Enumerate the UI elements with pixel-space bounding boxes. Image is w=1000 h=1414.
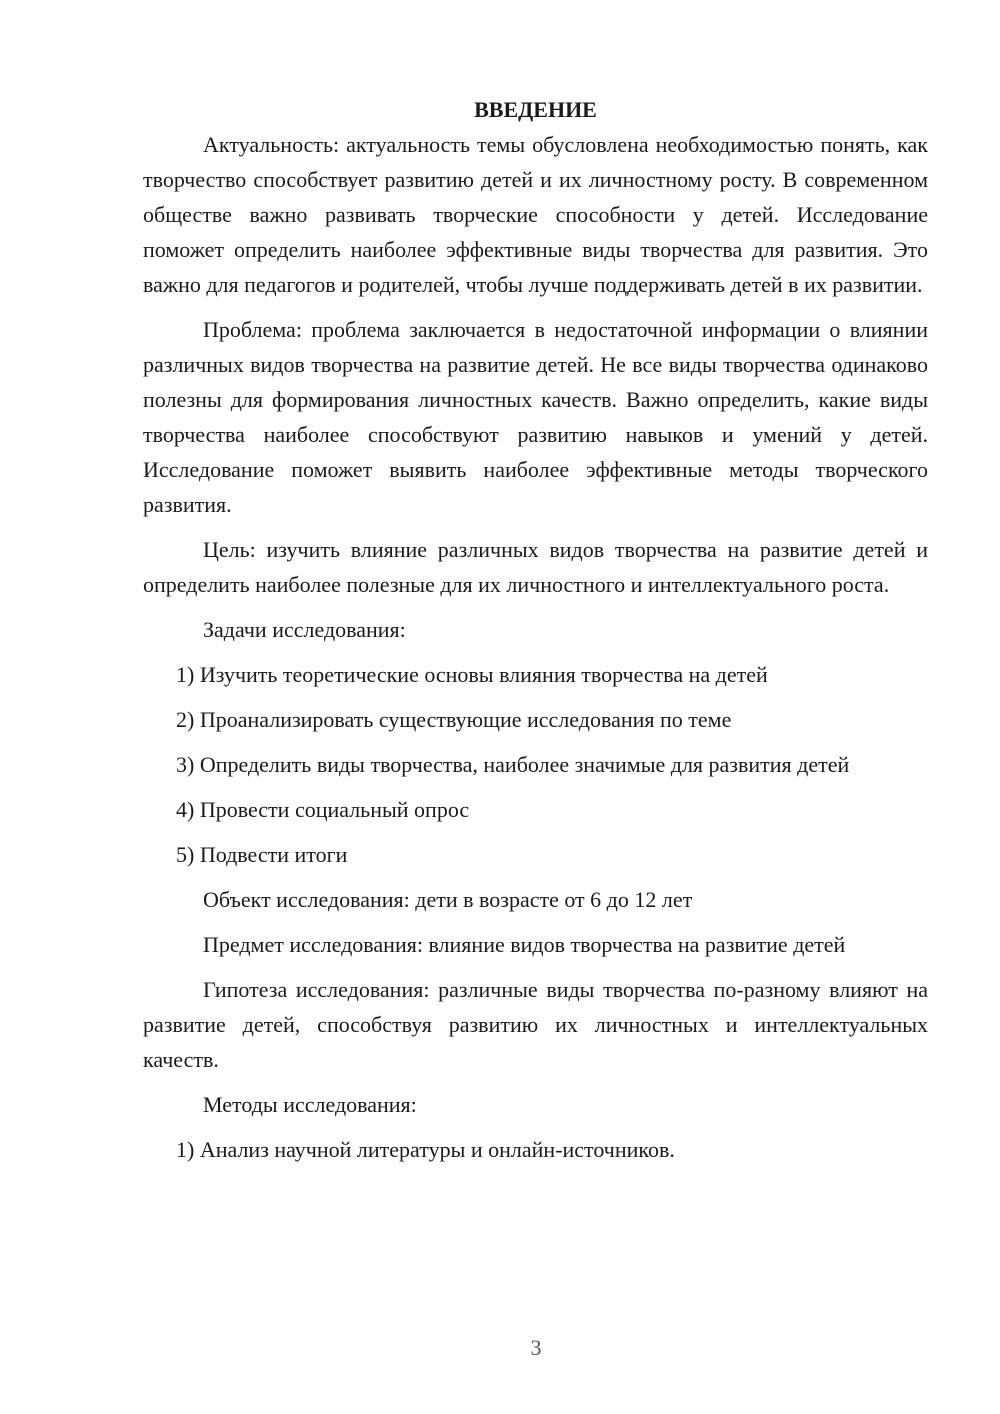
goal-paragraph: Цель: изучить влияние различных видов творчества на развитие детей и определить наиболее полезные для их личностного и интеллектуального роста.	[143, 537, 928, 597]
problem-paragraph: Проблема: проблема заключается в недостаточной информации о влиянии различных видов творчества на развитие детей. Не все виды творчества одинаково полезны для формирования личностных качеств. Важно определить, какие виды творчества наиболее способствуют развитию навыков и умений у детей. Исследование поможет выявить наиболее эффективные методы творческого развития.	[143, 317, 928, 517]
section-title: ВВЕДЕНИЕ	[474, 97, 597, 122]
relevance-paragraph: Актуальность: актуальность темы обусловлена необходимостью понять, как творчество способствует развитию детей и их личностному росту. В современном обществе важно развивать творческие способности у детей. Исследование поможет определить наиболее эффективные виды творчества для развития. Это важно для педагогов и родителей, чтобы лучше поддерживать детей в их развитии.	[143, 132, 928, 297]
tasks-heading: Задачи исследования:	[203, 617, 406, 642]
methods-heading: Методы исследования:	[203, 1092, 417, 1117]
method-item: 1) Анализ научной литературы и онлайн-источников.	[176, 1137, 675, 1162]
object-line: Объект исследования: дети в возрасте от 6 до 12 лет	[203, 887, 693, 912]
subject-line: Предмет исследования: влияние видов творчества на развитие детей	[203, 932, 846, 957]
hypothesis-paragraph: Гипотеза исследования: различные виды творчества по-разному влияют на развитие детей, способствуя развитию их личностных и интеллектуальных качеств.	[143, 977, 928, 1072]
task-item: 1) Изучить теоретические основы влияния творчества на детей	[176, 662, 768, 687]
page-number: 3	[530, 1335, 542, 1360]
task-item: 4) Провести социальный опрос	[176, 797, 470, 822]
task-item: 2) Проанализировать существующие исследования по теме	[176, 707, 732, 732]
task-item: 5) Подвести итоги	[176, 842, 348, 867]
page-content	[143, 92, 928, 1177]
task-item: 3) Определить виды творчества, наиболее значимые для развития детей	[176, 752, 850, 777]
